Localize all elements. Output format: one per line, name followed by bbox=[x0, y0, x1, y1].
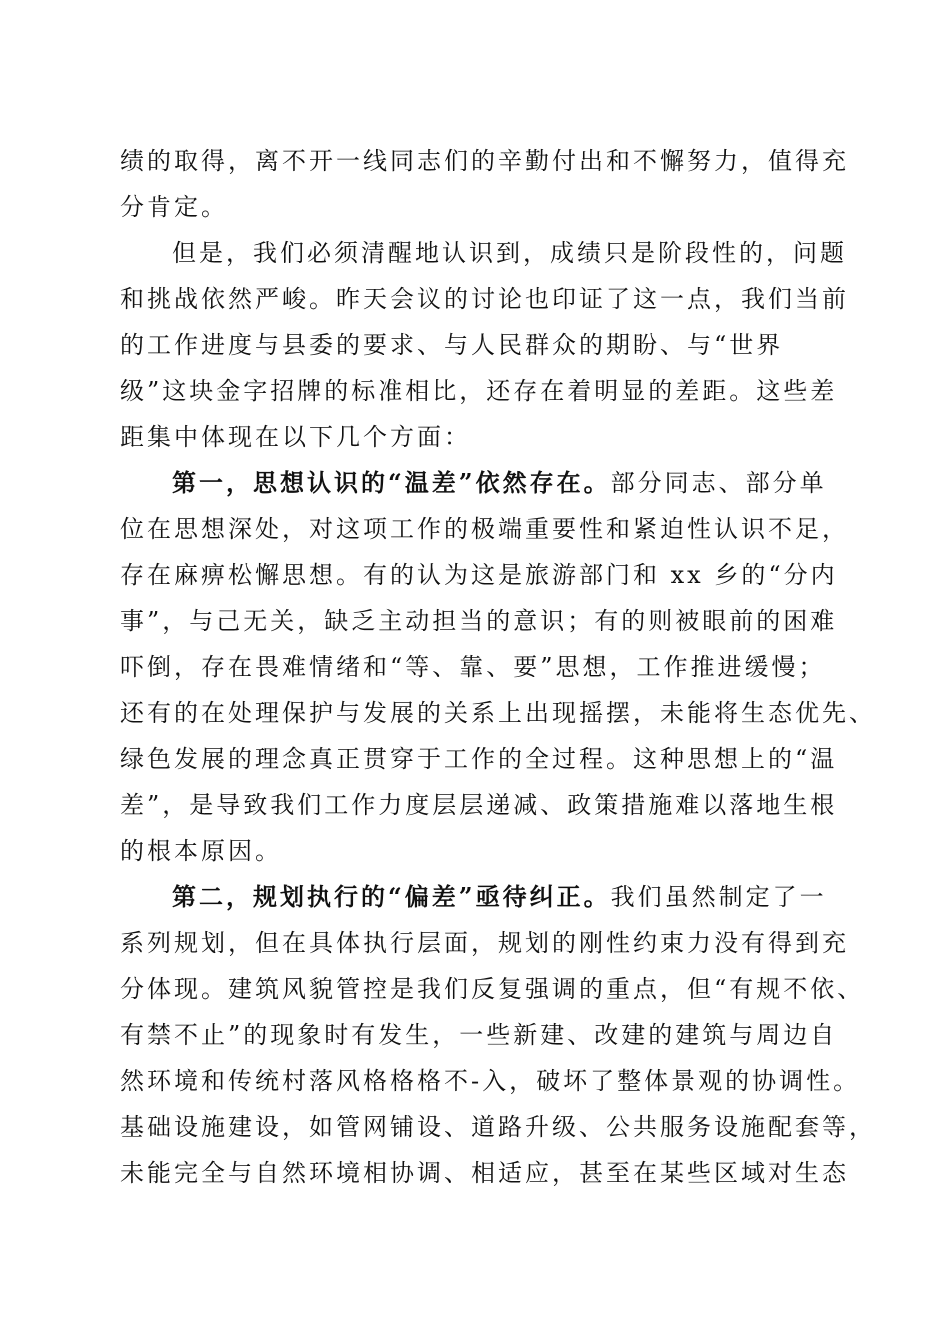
paragraph-2-line-2: 和挑战依然严峻。昨天会议的讨论也印证了这一点，我们当前 bbox=[120, 285, 849, 313]
paragraph-3-line-3: 存在麻痹松懈思想。有的认为这是旅游部门和 xx 乡的“分内 bbox=[120, 561, 838, 589]
document-body bbox=[120, 138, 876, 1196]
paragraph-3-line-6: 还有的在处理保护与发展的关系上出现摇摆，未能将生态优先、 bbox=[120, 699, 876, 727]
paragraph-3-line-8: 差”，是导致我们工作力度层层递减、政策措施难以落地生根 bbox=[120, 791, 838, 819]
paragraph-3-line-7: 绿色发展的理念真正贯穿于工作的全过程。这种思想上的“温 bbox=[120, 745, 838, 773]
paragraph-3-first-line-rest: 部分同志、部分单 bbox=[610, 469, 827, 497]
paragraph-3-line-2: 位在思想深处，对这项工作的极端重要性和紧迫性认识不足， bbox=[120, 515, 849, 543]
paragraph-4-line-7: 未能完全与自然环境相协调、相适应，甚至在某些区域对生态 bbox=[120, 1159, 849, 1187]
paragraph-4-first-line-rest: 我们虽然制定了一 bbox=[610, 883, 827, 911]
paragraph-4-line-6: 基础设施建设，如管网铺设、道路升级、公共服务设施配套等， bbox=[120, 1113, 876, 1141]
paragraph-4-line-3: 分体现。建筑风貌管控是我们反复强调的重点，但“有规不依、 bbox=[120, 975, 865, 1003]
paragraph-3-line-4: 事”，与己无关，缺乏主动担当的意识；有的则被眼前的困难 bbox=[120, 607, 838, 635]
paragraph-2-line-5: 距集中体现在以下几个方面： bbox=[120, 423, 471, 451]
paragraph-1-line-2: 分肯定。 bbox=[120, 193, 228, 221]
paragraph-4-line-4: 有禁不止”的现象时有发生，一些新建、改建的建筑与周边自 bbox=[120, 1021, 838, 1049]
paragraph-4-line-2: 系列规划，但在具体执行层面，规划的刚性约束力没有得到充 bbox=[120, 929, 849, 957]
paragraph-3-line-5: 吓倒，存在畏难情绪和“等、靠、要”思想，工作推进缓慢； bbox=[120, 653, 826, 681]
paragraph-4-line-5: 然环境和传统村落风格格格不-入，破坏了整体景观的协调性。 bbox=[120, 1067, 861, 1095]
paragraph-3-line-1 bbox=[120, 460, 840, 506]
paragraph-4-heading: 第二，规划执行的“偏差”亟待纠正。 bbox=[172, 882, 611, 911]
paragraph-2-line-4: 级”这块金字招牌的标准相比，还存在着明显的差距。这些差 bbox=[120, 377, 838, 405]
paragraph-2-line-3: 的工作进度与县委的要求、与人民群众的期盼、与“世界 bbox=[120, 331, 784, 359]
paragraph-4-line-1 bbox=[120, 874, 840, 920]
paragraph-3-heading: 第一，思想认识的“温差”依然存在。 bbox=[172, 468, 611, 497]
paragraph-3-line-9: 的根本原因。 bbox=[120, 837, 282, 865]
paragraph-2-line-1: 但是，我们必须清醒地认识到，成绩只是阶段性的，问题 bbox=[172, 239, 847, 267]
paragraph-1-line-1: 绩的取得，离不开一线同志们的辛勤付出和不懈努力，值得充 bbox=[120, 147, 849, 175]
